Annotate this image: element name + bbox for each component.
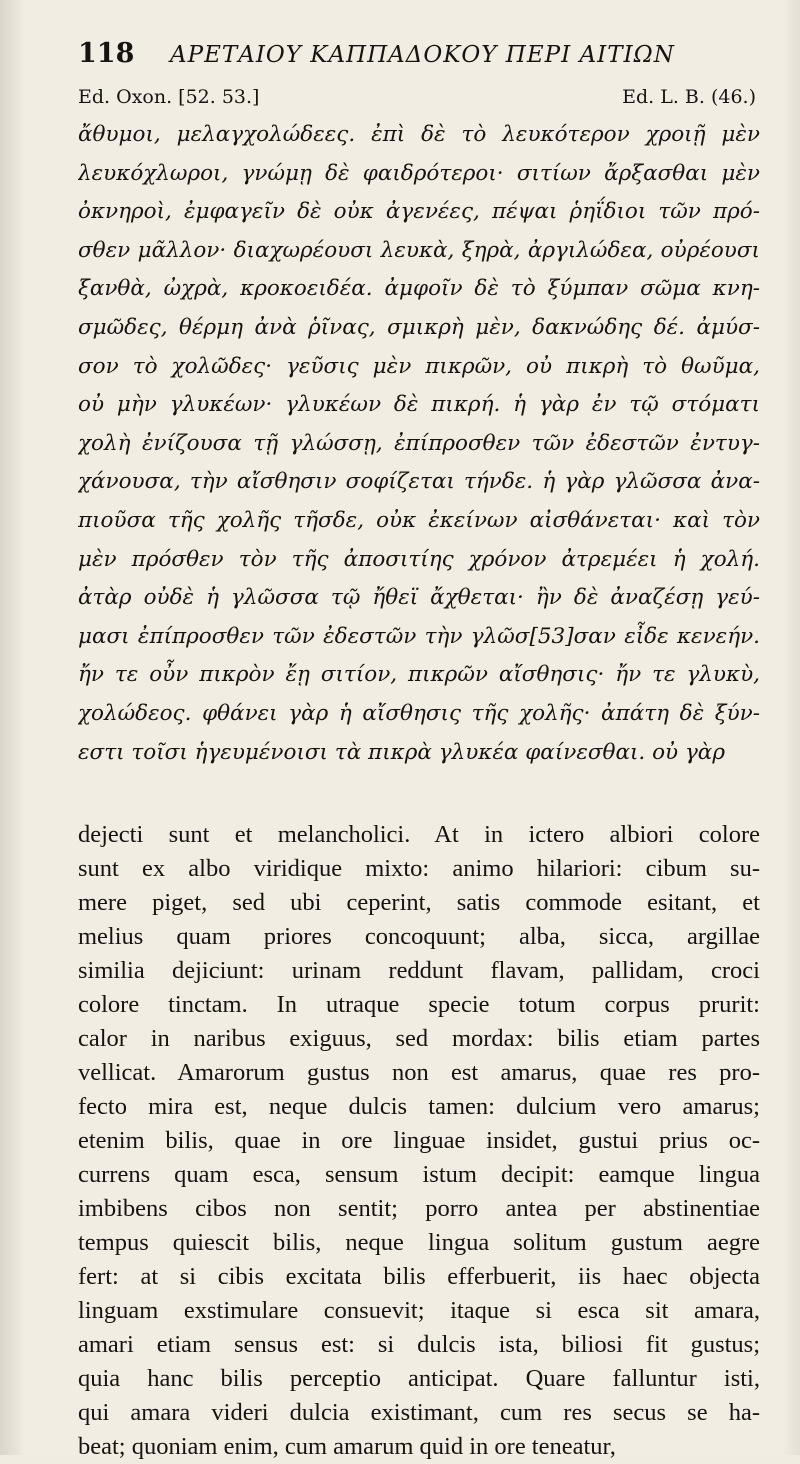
latin-text-line: fert: at si cibis excitata bilis efferbuerit, iis haec objecta <box>78 1263 760 1291</box>
greek-text-line: ἀτὰρ οὐδὲ ἡ γλῶσσα τῷ ἤθεϊ ἄχθεται· ἢν δὲ ἀναζέσῃ γεύ- <box>78 585 760 611</box>
greek-text-line: σμῶδες, θέρμη ἀνὰ ῥῖνας, σμικρὴ μὲν, δακνώδης δέ. ἀμύσ- <box>78 314 760 340</box>
latin-text-line: etenim bilis, quae in ore linguae insidet, gustui prius oc- <box>78 1127 760 1155</box>
greek-text-line: χάνουσα, τὴν αἴσθησιν σοφίζεται τήνδε. ἡ γὰρ γλῶσσα ἀνα- <box>78 469 760 495</box>
page-number: 118 <box>78 38 135 69</box>
greek-text-line: χολὴ ἐνίζουσα τῇ γλώσσῃ, ἐπίπροσθεν τῶν ἐδεστῶν ἐντυγ- <box>78 430 760 456</box>
greek-text-line: μὲν πρόσθεν τὸν τῆς ἀποσιτίης χρόνον ἀτρεμέει ἡ χολή. <box>78 546 760 572</box>
greek-text-line: εστι τοῖσι ἡγευμένοισι τὰ πικρὰ γλυκέα φαίνεσθαι. οὐ γὰρ <box>78 739 725 765</box>
latin-text-block <box>78 818 760 1464</box>
edition-oxon-reference: Ed. Oxon. [52. 53.] <box>78 86 260 108</box>
latin-text-line: mere piget, sed ubi ceperint, satis commode esitant, et <box>78 889 760 917</box>
latin-text-line: vellicat. Amarorum gustus non est amarus, quae res pro- <box>78 1059 760 1087</box>
greek-text-line: ὀκνηροὶ, ἐμφαγεῖν δὲ οὐκ ἀγενέες, πέψαι ῥηΐδιοι τῶν πρό- <box>78 199 760 225</box>
latin-text-line: qui amara videri dulcia existimant, cum res secus se ha- <box>78 1399 760 1427</box>
latin-text-line: tempus quiescit bilis, neque lingua solitum gustum aegre <box>78 1229 760 1257</box>
latin-text-line: linguam exstimulare consuevit; itaque si esca sit amara, <box>78 1297 760 1325</box>
greek-text-block <box>78 116 760 772</box>
edition-lb-reference: Ed. L. B. (46.) <box>622 86 756 108</box>
latin-text-line: sunt ex albo viridique mixto: animo hilariori: cibum su- <box>78 855 760 883</box>
latin-text-line: imbibens cibos non sentit; porro antea per abstinentiae <box>78 1195 760 1223</box>
latin-text-line: beat; quoniam enim, cum amarum quid in ore teneatur, <box>78 1433 616 1461</box>
greek-text-line: ξανθὰ, ὠχρὰ, κροκοειδέα. ἀμφοῖν δὲ τὸ ξύμπαν σῶμα κνη- <box>78 276 760 302</box>
running-head <box>78 38 760 82</box>
latin-text-line: similia dejiciunt: urinam reddunt flavam, pallidam, croci <box>78 957 760 985</box>
latin-text-line: fecto mira est, neque dulcis tamen: dulcium vero amarus; <box>78 1093 760 1121</box>
greek-text-line: χολώδεος. φθάνει γὰρ ἡ αἴσθησις τῆς χολῆς· ἀπάτη δὲ ξύν- <box>78 700 760 726</box>
latin-text-line: colore tinctam. In utraque specie totum corpus prurit: <box>78 991 760 1019</box>
latin-text-line: amari etiam sensus est: si dulcis ista, biliosi fit gustus; <box>78 1331 760 1359</box>
greek-text-line: σθεν μᾶλλον· διαχωρέουσι λευκὰ, ξηρὰ, ἀργιλώδεα, οὐρέουσι <box>78 237 760 263</box>
greek-text-line: μασι ἐπίπροσθεν τῶν ἐδεστῶν τὴν γλῶσ[53]σαν εἶδε κενεήν. <box>78 623 760 649</box>
latin-text-line: currens quam esca, sensum istum decipit: eamque lingua <box>78 1161 760 1189</box>
greek-text-line: ἤν τε οὖν πικρὸν ἔῃ σιτίον, πικρῶν αἴσθησις· ἤν τε γλυκὺ, <box>78 662 760 688</box>
latin-text-line: quia hanc bilis perceptio anticipat. Quare falluntur isti, <box>78 1365 760 1393</box>
greek-text-line: ἄθυμοι, μελαγχολώδεες. ἐπὶ δὲ τὸ λευκότερον χροιῇ μὲν <box>78 122 760 147</box>
greek-text-line: οὐ μὴν γλυκέων· γλυκέων δὲ πικρή. ἡ γὰρ ἐν τῷ στόματι <box>78 392 760 418</box>
latin-text-line: melius quam priores concoquunt; alba, sicca, argillae <box>78 923 760 951</box>
latin-text-line: calor in naribus exiguus, sed mordax: bilis etiam partes <box>78 1025 760 1053</box>
latin-text-line: dejecti sunt et melancholici. At in ictero albiori colore <box>78 821 760 849</box>
greek-text-line: σον τὸ χολῶδες· γεῦσις μὲν πικρῶν, οὐ πικρὴ τὸ θωῦμα, <box>78 353 760 379</box>
greek-text-line: πιοῦσα τῆς χολῆς τῆσδε, οὐκ ἐκείνων αἰσθάνεται· καὶ τὸν <box>78 507 760 533</box>
edition-reference-line <box>78 86 760 114</box>
greek-text-line: λευκόχλωροι, γνώμῃ δὲ φαιδρότεροι· σιτίων ἄρξασθαι μὲν <box>78 160 760 186</box>
running-title: ΑΡΕΤΑΙΟΥ ΚΑΠΠΑΔΟΚΟΥ ΠΕΡΙ ΑΙΤΙΩΝ <box>170 42 675 68</box>
